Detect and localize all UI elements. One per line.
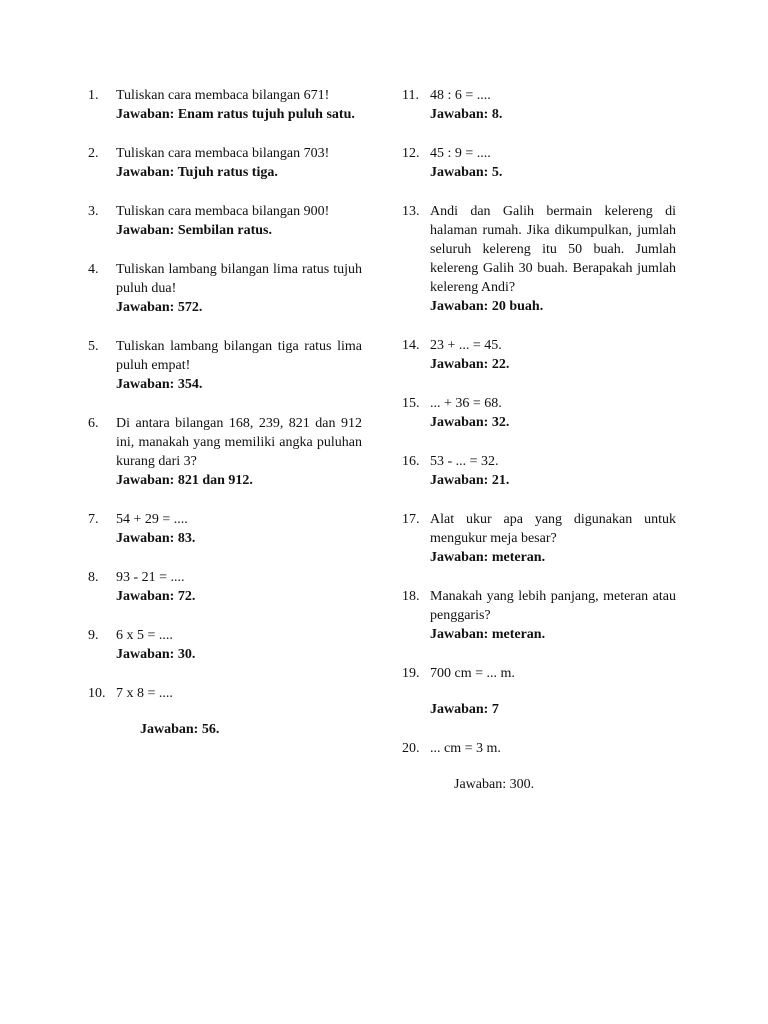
question-text: 7 x 8 = .... bbox=[116, 686, 173, 701]
answer-text: Jawaban: 21. bbox=[430, 473, 510, 488]
question-item-19 bbox=[402, 664, 676, 719]
answer-text: Jawaban: 300. bbox=[454, 777, 535, 792]
answer-text: Jawaban: 354. bbox=[116, 377, 203, 392]
question-number: 12. bbox=[402, 146, 420, 161]
question-text: Tuliskan lambang bilangan lima ratus tujuh puluh dua! bbox=[116, 262, 362, 296]
question-number: 2. bbox=[88, 146, 99, 161]
question-item-1 bbox=[88, 86, 362, 124]
question-text: 23 + ... = 45. bbox=[430, 338, 502, 353]
question-text: Manakah yang lebih panjang, meteran atau penggaris? bbox=[430, 589, 676, 623]
question-text: ... + 36 = 68. bbox=[430, 396, 502, 411]
question-number: 1. bbox=[88, 88, 99, 103]
question-text: 53 - ... = 32. bbox=[430, 454, 499, 469]
question-number: 6. bbox=[88, 416, 99, 431]
question-number: 20. bbox=[402, 741, 420, 756]
answer-text: Jawaban: 32. bbox=[430, 415, 510, 430]
question-text: 45 : 9 = .... bbox=[430, 146, 491, 161]
answer-text: Jawaban: Sembilan ratus. bbox=[116, 223, 272, 238]
question-item-11 bbox=[402, 86, 676, 124]
question-item-6 bbox=[88, 414, 362, 490]
answer-text: Jawaban: meteran. bbox=[430, 627, 546, 642]
answer-text: Jawaban: 20 buah. bbox=[430, 299, 544, 314]
question-item-8 bbox=[88, 568, 362, 606]
question-text: Alat ukur apa yang digunakan untuk mengukur meja besar? bbox=[430, 512, 676, 546]
question-item-20 bbox=[402, 739, 676, 794]
question-text: 48 : 6 = .... bbox=[430, 88, 491, 103]
question-text: Andi dan Galih bermain kelereng di halaman rumah. Jika dikumpulkan, jumlah seluruh kelereng itu 50 buah. Jumlah kelereng Galih 30 buah. Berapakah jumlah kelereng Andi? bbox=[430, 204, 676, 295]
answer-text: Jawaban: 7 bbox=[430, 702, 499, 717]
question-number: 18. bbox=[402, 589, 420, 604]
question-item-17 bbox=[402, 510, 676, 567]
question-item-4 bbox=[88, 260, 362, 317]
question-item-7 bbox=[88, 510, 362, 548]
answer-text: Jawaban: 8. bbox=[430, 107, 503, 122]
question-number: 9. bbox=[88, 628, 99, 643]
answer-text: Jawaban: 5. bbox=[430, 165, 503, 180]
question-number: 19. bbox=[402, 666, 420, 681]
question-number: 7. bbox=[88, 512, 99, 527]
question-number: 15. bbox=[402, 396, 420, 411]
question-item-10 bbox=[88, 684, 362, 739]
question-text: 6 x 5 = .... bbox=[116, 628, 173, 643]
question-number: 11. bbox=[402, 88, 419, 103]
question-item-5 bbox=[88, 337, 362, 394]
question-text: Di antara bilangan 168, 239, 821 dan 912 ini, manakah yang memiliki angka puluhan kurang dari 3? bbox=[116, 416, 362, 469]
answer-text: Jawaban: 22. bbox=[430, 357, 510, 372]
answer-text: Jawaban: meteran. bbox=[430, 550, 546, 565]
question-text: Tuliskan lambang bilangan tiga ratus lima puluh empat! bbox=[116, 339, 362, 373]
question-text: 93 - 21 = .... bbox=[116, 570, 185, 585]
answer-text: Jawaban: 821 dan 912. bbox=[116, 473, 253, 488]
question-text: 700 cm = ... m. bbox=[430, 666, 515, 681]
question-number: 13. bbox=[402, 204, 420, 219]
question-text: Tuliskan cara membaca bilangan 900! bbox=[116, 204, 330, 219]
question-item-18 bbox=[402, 587, 676, 644]
question-item-12 bbox=[402, 144, 676, 182]
question-item-9 bbox=[88, 626, 362, 664]
question-text: 54 + 29 = .... bbox=[116, 512, 188, 527]
right-column bbox=[402, 86, 676, 814]
question-text: ... cm = 3 m. bbox=[430, 741, 501, 756]
question-text: Tuliskan cara membaca bilangan 703! bbox=[116, 146, 330, 161]
question-number: 16. bbox=[402, 454, 420, 469]
question-number: 14. bbox=[402, 338, 420, 353]
question-item-15 bbox=[402, 394, 676, 432]
question-item-13 bbox=[402, 202, 676, 316]
question-text: Tuliskan cara membaca bilangan 671! bbox=[116, 88, 330, 103]
question-number: 3. bbox=[88, 204, 99, 219]
answer-text: Jawaban: 72. bbox=[116, 589, 196, 604]
question-number: 8. bbox=[88, 570, 99, 585]
question-item-16 bbox=[402, 452, 676, 490]
answer-text: Jawaban: 572. bbox=[116, 300, 203, 315]
question-number: 10. bbox=[88, 686, 106, 701]
question-number: 5. bbox=[88, 339, 99, 354]
question-item-2 bbox=[88, 144, 362, 182]
question-number: 4. bbox=[88, 262, 99, 277]
answer-text: Jawaban: 56. bbox=[140, 722, 220, 737]
question-item-14 bbox=[402, 336, 676, 374]
question-number: 17. bbox=[402, 512, 420, 527]
answer-text: Jawaban: 83. bbox=[116, 531, 196, 546]
question-item-3 bbox=[88, 202, 362, 240]
answer-text: Jawaban: 30. bbox=[116, 647, 196, 662]
answer-text: Jawaban: Tujuh ratus tiga. bbox=[116, 165, 278, 180]
left-column bbox=[88, 86, 362, 759]
answer-text: Jawaban: Enam ratus tujuh puluh satu. bbox=[116, 107, 355, 122]
